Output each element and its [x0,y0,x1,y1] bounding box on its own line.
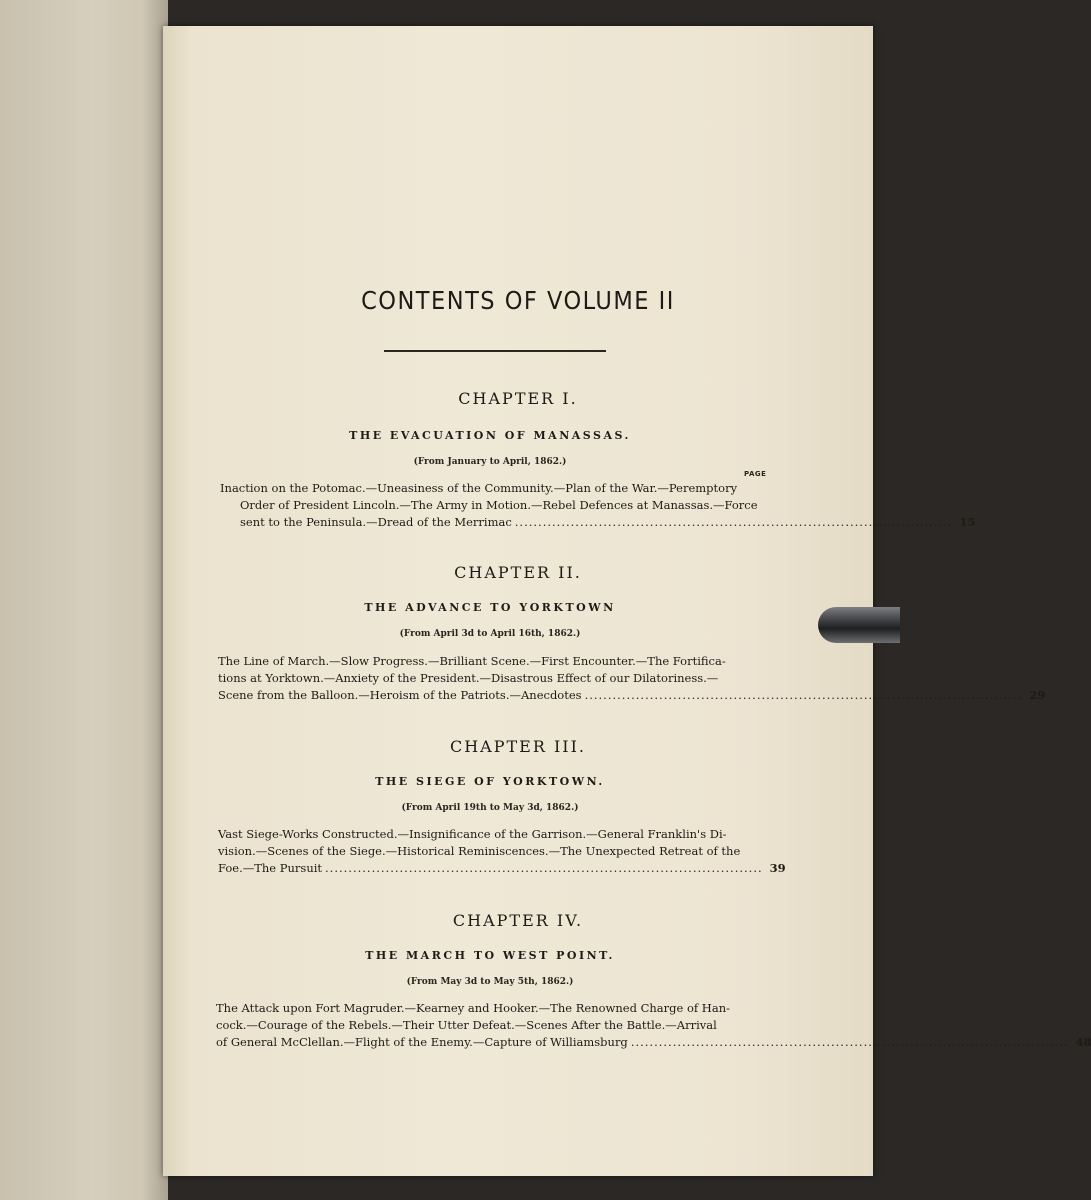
summary-line: tions at Yorktown.—Anxiety of the President.—Disastrous Effect of our Dilatoriness.— [218,671,719,685]
summary-last-line [218,687,1046,704]
dot-leader: .............................................................................................. [584,688,1023,702]
dot-leader: .............................................................................................. [514,515,953,529]
page-column-label: PAGE [744,470,767,478]
chapter-3-heading: CHAPTER III. [449,737,587,756]
summary-last-line [218,860,786,877]
chapter-2-summary [218,653,1046,704]
summary-line: cock.—Courage of the Rebels.—Their Utter Defeat.—Scenes After the Battle.—Arrival [216,1018,717,1032]
chapter-3-subtitle: THE SIEGE OF YORKTOWN. [375,775,605,788]
chapter-2-heading: CHAPTER II. [454,563,582,582]
chapter-4-subtitle: THE MARCH TO WEST POINT. [365,949,615,962]
page-number: 48 [1075,1035,1091,1049]
summary-last-line [216,1034,1091,1051]
chapter-1-date: (From January to April, 1862.) [413,457,567,467]
chapter-2-date: (From April 3d to April 16th, 1862.) [399,629,581,639]
summary-line: vision.—Scenes of the Siege.—Historical Reminiscences.—The Unexpected Retreat of the [218,844,741,858]
dot-leader: .............................................................................................. [630,1035,1069,1049]
dot-leader: .............................................................................................. [325,861,763,875]
summary-last-line [220,514,976,531]
left-page [0,0,168,1200]
page-number: 39 [769,861,786,875]
chapter-1-summary [220,480,976,531]
chapter-4-heading: CHAPTER IV. [452,911,584,930]
summary-line: Inaction on the Potomac.—Uneasiness of the Community.—Plan of the War.—Peremptory [220,481,738,495]
summary-line: Order of President Lincoln.—The Army in Motion.—Rebel Defences at Manassas.—Force [240,498,758,512]
chapter-4-summary [216,1000,1091,1051]
summary-line: The Attack upon Fort Magruder.—Kearney and Hooker.—The Renowned Charge of Han- [216,1001,730,1015]
chapter-3-summary [218,826,786,877]
page-number: 29 [1029,688,1046,702]
page-number: 15 [959,515,976,529]
summary-line: Vast Siege-Works Constructed.—Insignificance of the Garrison.—General Franklin's Di- [218,827,727,841]
summary-line: of General McClellan.—Flight of the Enemy.—Capture of Williamsburg [216,1035,628,1049]
summary-line: The Line of March.—Slow Progress.—Brilliant Scene.—First Encounter.—The Fortifica- [218,654,726,668]
summary-line: Scene from the Balloon.—Heroism of the Patriots.—Anecdotes [218,688,582,702]
chapter-3-date: (From April 19th to May 3d, 1862.) [401,803,579,813]
metal-bookmark [818,607,900,643]
chapter-1-heading: CHAPTER I. [458,389,578,408]
chapter-4-date: (From May 3d to May 5th, 1862.) [406,977,574,987]
page-title: CONTENTS OF VOLUME II [361,286,675,315]
chapter-1-subtitle: THE EVACUATION OF MANASSAS. [349,429,631,442]
title-rule [384,350,606,352]
chapter-2-subtitle: THE ADVANCE TO YORKTOWN [364,601,616,614]
summary-line: sent to the Peninsula.—Dread of the Merrimac [240,515,512,529]
summary-line: Foe.—The Pursuit [218,861,323,875]
